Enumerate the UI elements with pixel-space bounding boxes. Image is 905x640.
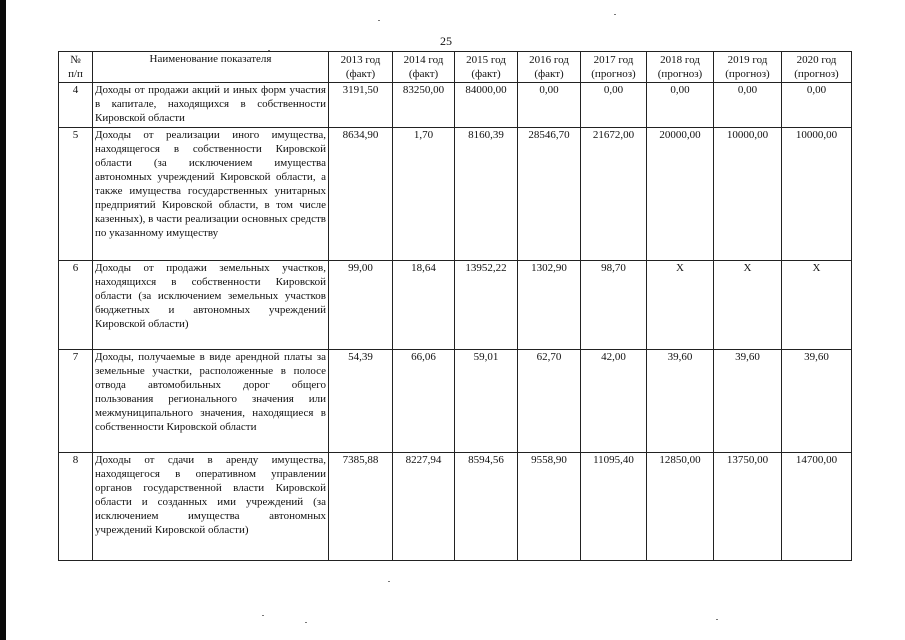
value-2016: 9558,90 (518, 453, 581, 561)
value-2020: 0,00 (782, 83, 852, 128)
scan-speck (305, 622, 307, 623)
value-2014: 18,64 (393, 261, 455, 350)
header-num-line2: п/п (68, 68, 83, 80)
value-2017: 11095,40 (581, 453, 647, 561)
header-num-line1: № (70, 54, 81, 66)
indicator-name: Доходы от реализации иного имущества, находящегося в собственности Кировской области (за исключением имущества автономных учреждений Кировской области, а также имущества государственных унитарных предприятий Кировской области, в том числе казенных), в части реализации основных средств по указанному имуществу (93, 128, 329, 261)
row-number: 5 (59, 128, 93, 261)
value-2014: 66,06 (393, 350, 455, 453)
value-2019: 0,00 (714, 83, 782, 128)
header-year-kind: (факт) (408, 68, 439, 80)
indicator-name: Доходы от сдачи в аренду имущества, находящегося в оперативном управлении органов государственной власти Кировской области и созданных ими учреждений (за исключением имущества автономных учреждений Кировской области) (93, 453, 329, 561)
value-2016: 1302,90 (518, 261, 581, 350)
value-2013: 8634,90 (329, 128, 393, 261)
value-2020: 10000,00 (782, 128, 852, 261)
indicator-name: Доходы от продажи акций и иных форм участия в капитале, находящихся в собственности Кировской области (93, 83, 329, 128)
value-2019: 13750,00 (714, 453, 782, 561)
value-2017: 0,00 (581, 83, 647, 128)
value-2017: 21672,00 (581, 128, 647, 261)
value-2017: 42,00 (581, 350, 647, 453)
value-2013: 3191,50 (329, 83, 393, 128)
header-year-label: 2017 год (593, 54, 634, 66)
value-2018: 20000,00 (647, 128, 714, 261)
value-2020: X (782, 261, 852, 350)
table-row (59, 350, 852, 453)
header-year-label: 2015 год (466, 54, 506, 66)
header-num (59, 52, 93, 83)
row-number: 6 (59, 261, 93, 350)
row-number: 4 (59, 83, 93, 128)
header-year-2019 (714, 52, 782, 83)
table-row (59, 453, 852, 561)
value-2015: 84000,00 (455, 83, 518, 128)
table-header-row (59, 52, 852, 83)
value-2015: 13952,22 (455, 261, 518, 350)
value-2014: 83250,00 (393, 83, 455, 128)
header-year-2014 (393, 52, 455, 83)
value-2018: 0,00 (647, 83, 714, 128)
header-year-kind: (прогноз) (657, 68, 703, 80)
header-year-kind: (прогноз) (591, 68, 636, 80)
value-2014: 1,70 (393, 128, 455, 261)
header-year-2017 (581, 52, 647, 83)
table-row (59, 261, 852, 350)
header-year-kind: (факт) (534, 68, 564, 80)
header-year-label: 2014 год (403, 54, 444, 66)
header-year-kind: (факт) (345, 68, 376, 80)
value-2019: 10000,00 (714, 128, 782, 261)
revenue-table (58, 51, 852, 561)
page-number: 25 (440, 34, 452, 48)
indicator-name: Доходы от продажи земельных участков, находящихся в собственности Кировской области (за исключением земельных участков бюджетных и автономных учреждений Кировской области) (93, 261, 329, 350)
value-2020: 14700,00 (782, 453, 852, 561)
scan-speck (268, 50, 270, 51)
header-year-2015 (455, 52, 518, 83)
header-name (93, 52, 329, 83)
value-2015: 8594,56 (455, 453, 518, 561)
header-year-label: 2020 год (796, 54, 837, 66)
header-name-text: Наименование показателя (149, 53, 272, 65)
indicator-name: Доходы, получаемые в виде арендной платы за земельные участки, расположенные в полосе отвода автомобильных дорог общего пользования регионального значения или межмуниципального значения, находящиеся в собственности Кировской области (93, 350, 329, 453)
value-2016: 28546,70 (518, 128, 581, 261)
value-2013: 7385,88 (329, 453, 393, 561)
value-2013: 99,00 (329, 261, 393, 350)
scan-edge-bar (0, 0, 6, 640)
value-2020: 39,60 (782, 350, 852, 453)
scan-speck (614, 14, 616, 15)
scan-speck (262, 615, 264, 616)
header-year-label: 2018 год (660, 54, 700, 66)
value-2016: 0,00 (518, 83, 581, 128)
header-year-2016 (518, 52, 581, 83)
header-year-label: 2016 год (529, 54, 569, 66)
table-row (59, 83, 852, 128)
header-year-kind: (прогноз) (794, 68, 839, 80)
value-2018: 39,60 (647, 350, 714, 453)
value-2018: 12850,00 (647, 453, 714, 561)
scan-speck (388, 581, 390, 582)
value-2019: 39,60 (714, 350, 782, 453)
value-2013: 54,39 (329, 350, 393, 453)
header-year-2013 (329, 52, 393, 83)
value-2015: 59,01 (455, 350, 518, 453)
header-year-kind: (факт) (471, 68, 501, 80)
header-year-label: 2013 год (340, 54, 381, 66)
value-2015: 8160,39 (455, 128, 518, 261)
row-number: 7 (59, 350, 93, 453)
value-2016: 62,70 (518, 350, 581, 453)
row-number: 8 (59, 453, 93, 561)
value-2014: 8227,94 (393, 453, 455, 561)
table-row (59, 128, 852, 261)
value-2019: X (714, 261, 782, 350)
scan-speck (716, 619, 718, 620)
header-year-kind: (прогноз) (725, 68, 770, 80)
header-year-label: 2019 год (727, 54, 768, 66)
value-2018: X (647, 261, 714, 350)
header-year-2020 (782, 52, 852, 83)
scan-speck (378, 20, 380, 21)
value-2017: 98,70 (581, 261, 647, 350)
header-year-2018 (647, 52, 714, 83)
